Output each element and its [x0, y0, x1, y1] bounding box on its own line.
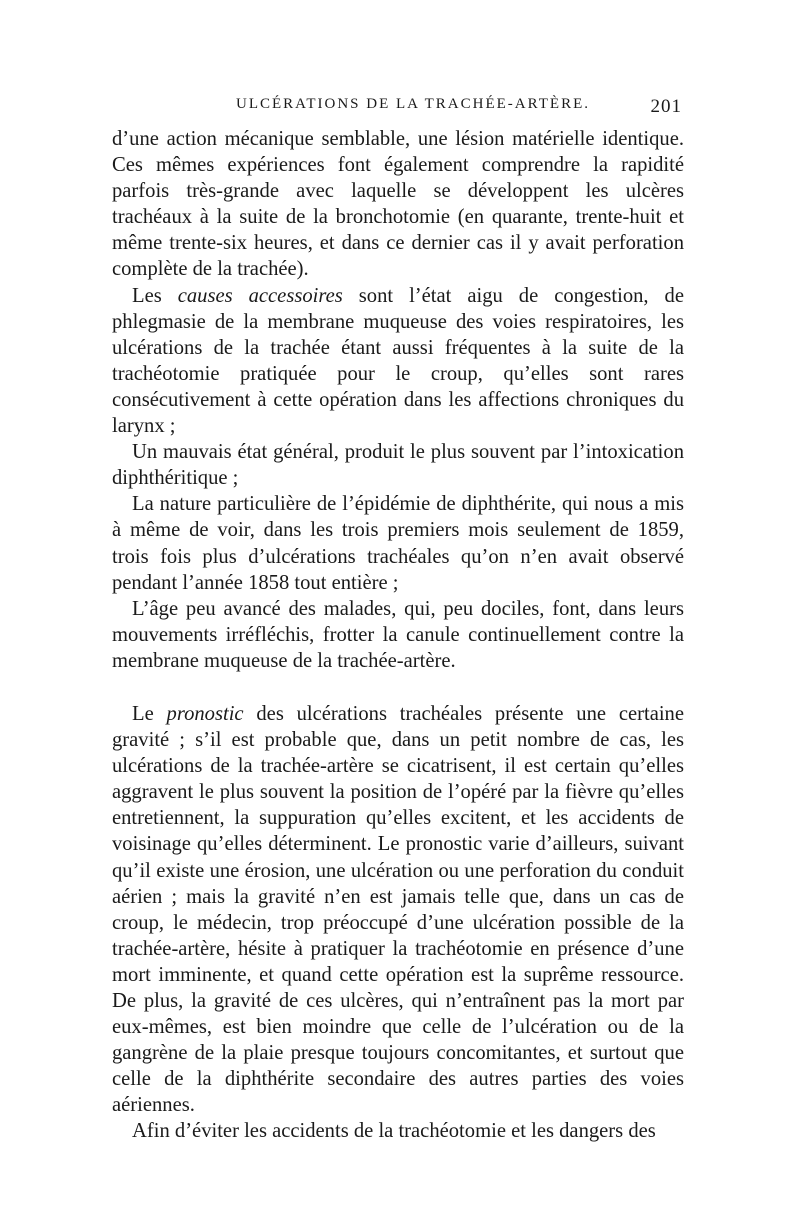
paragraph-pronostic-lead: Le — [132, 702, 167, 725]
paragraph-causes — [112, 283, 684, 440]
paragraph-causes-lead: Les — [132, 284, 178, 307]
term-causes-accessoires: causes accessoires — [177, 284, 343, 307]
paragraph-afin: Afin d’éviter les accidents de la trachéotomie et les dangers des — [132, 1120, 656, 1143]
body-text — [112, 126, 684, 1145]
paragraph-pronostic-body: des ulcérations trachéales présente une certaine gravité ; s’il est probable que, dans un petit nombre de cas, les ulcérations de la trachée-artère se cicatrisent, il est certain qu’elles aggravent le plus souvent la position de l’opéré par la fièvre qu’elles entretiennent, la suppuration qu’elles excitent, et les accidents de voisinage qu’elles déterminent. Le pronostic varie d’ailleurs, suivant qu’il existe une érosion, une ulcération ou une perforation du conduit aérien ; mais la gravité n’en est jamais telle que, dans un cas de croup, le médecin, trop préoccupé d’une ulcération possible de la trachée-artère, hésite à pratiquer la trachéotomie en présence d’une mort imminente, et quand cette opération est la suprême ressource. De plus, la gravité de ces ulcères, qui n’entraînent pas la mort par eux-mêmes, est bien moindre que celle de l’ulcération ou de la gangrène de la plaie presque toujours concomitantes, et surtout que celle de la diphthérite secondaire des autres parties des voies aériennes. — [112, 702, 684, 1117]
paragraph-etat-general: Un mauvais état général, produit le plus souvent par l’intoxication diphthéritique ; — [112, 441, 684, 490]
paragraph-age: L’âge peu avancé des malades, qui, peu dociles, font, dans leurs mouvements irréfléchis, frotter la canule continuellement contre la membrane muqueuse de la trachée-artère. — [112, 597, 684, 672]
paragraph-causes-body: sont l’état aigu de congestion, de phlegmasie de la membrane muqueuse des voies respiratoires, les ulcérations de la trachée étant aussi fréquentes à la suite de la trachéotomie pratiquée pour le croup, qu’elles sont rares consécutivement à cette opération dans les affections chroniques du larynx ; — [112, 284, 684, 438]
paragraph-continued: d’une action mécanique semblable, une lésion matérielle identique. Ces mêmes expériences font également comprendre la rapidité parfois très-grande avec laquelle se développent les ulcères trachéaux à la suite de la bronchotomie (en quarante, trente-huit et même trente-six heures, et dans ce dernier cas il y avait perforation complète de la trachée). — [112, 128, 684, 281]
term-pronostic: pronostic — [166, 702, 244, 725]
running-title: ULCÉRATIONS DE LA TRACHÉE-ARTÈRE. — [236, 96, 590, 112]
paragraph-epidemie: La nature particulière de l’épidémie de diphthérite, qui nous a mis à même de voir, dans les trois premiers mois seulement de 1859, trois fois plus d’ulcérations trachéales qu’on n’en avait observé pendant l’année 1858 tout entière ; — [112, 493, 684, 594]
paragraph-pronostic — [112, 701, 684, 1119]
page-number: 201 — [650, 96, 682, 117]
running-header — [112, 96, 684, 126]
book-page — [112, 96, 684, 1145]
